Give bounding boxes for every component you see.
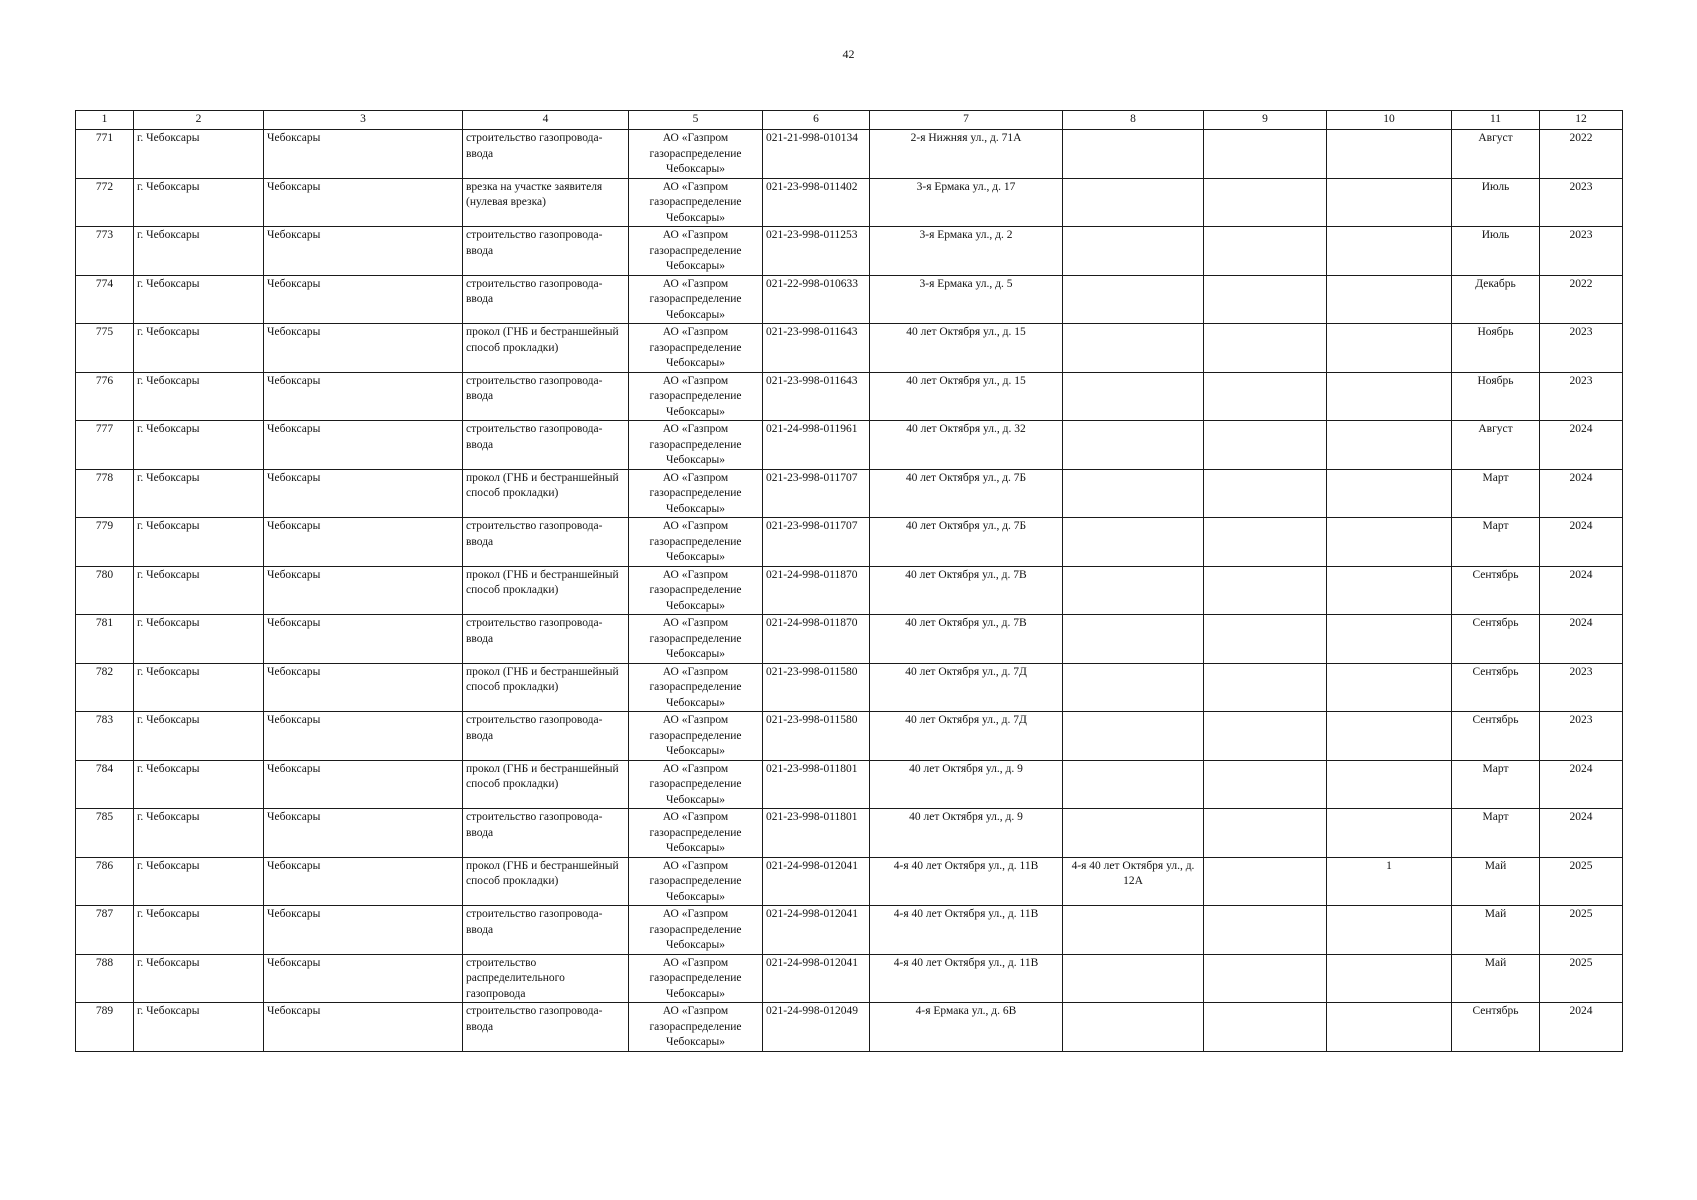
address-cell: 3-я Ермака ул., д. 17 [870, 178, 1063, 227]
settlement-cell: г. Чебоксары [134, 324, 264, 373]
column-8-cell [1063, 275, 1204, 324]
column-10-cell [1327, 1003, 1452, 1052]
object-code-cell: 021-23-998-011580 [763, 663, 870, 712]
organization-cell: АО «Газпром газораспределение Чебоксары» [629, 178, 763, 227]
month-cell: Сентябрь [1452, 712, 1540, 761]
year-cell: 2024 [1540, 809, 1623, 858]
locality-cell: Чебоксары [264, 906, 463, 955]
year-cell: 2022 [1540, 275, 1623, 324]
month-cell: Май [1452, 857, 1540, 906]
column-8-cell [1063, 760, 1204, 809]
locality-cell: Чебоксары [264, 130, 463, 179]
row-number: 781 [76, 615, 134, 664]
address-cell: 40 лет Октября ул., д. 7В [870, 566, 1063, 615]
settlement-cell: г. Чебоксары [134, 227, 264, 276]
locality-cell: Чебоксары [264, 663, 463, 712]
row-number: 773 [76, 227, 134, 276]
month-cell: Март [1452, 760, 1540, 809]
work-type-cell: строительство газопровода-ввода [463, 809, 629, 858]
organization-cell: АО «Газпром газораспределение Чебоксары» [629, 518, 763, 567]
column-header: 9 [1204, 111, 1327, 130]
column-8-cell [1063, 178, 1204, 227]
table-row [76, 663, 1623, 712]
column-8-cell [1063, 663, 1204, 712]
column-8-cell [1063, 809, 1204, 858]
work-type-cell: прокол (ГНБ и бестраншейный способ прокладки) [463, 469, 629, 518]
column-9-cell [1204, 954, 1327, 1003]
month-cell: Сентябрь [1452, 663, 1540, 712]
table-row [76, 275, 1623, 324]
column-8-cell [1063, 1003, 1204, 1052]
table-row [76, 712, 1623, 761]
column-10-cell [1327, 615, 1452, 664]
year-cell: 2023 [1540, 663, 1623, 712]
organization-cell: АО «Газпром газораспределение Чебоксары» [629, 760, 763, 809]
address-cell: 40 лет Октября ул., д. 9 [870, 760, 1063, 809]
organization-cell: АО «Газпром газораспределение Чебоксары» [629, 809, 763, 858]
locality-cell: Чебоксары [264, 518, 463, 567]
object-code-cell: 021-23-998-011643 [763, 372, 870, 421]
settlement-cell: г. Чебоксары [134, 469, 264, 518]
year-cell: 2025 [1540, 906, 1623, 955]
address-cell: 3-я Ермака ул., д. 2 [870, 227, 1063, 276]
settlement-cell: г. Чебоксары [134, 275, 264, 324]
column-8-cell [1063, 130, 1204, 179]
locality-cell: Чебоксары [264, 421, 463, 470]
settlement-cell: г. Чебоксары [134, 615, 264, 664]
work-type-cell: прокол (ГНБ и бестраншейный способ прокладки) [463, 663, 629, 712]
object-code-cell: 021-24-998-011870 [763, 566, 870, 615]
year-cell: 2024 [1540, 421, 1623, 470]
column-9-cell [1204, 372, 1327, 421]
work-type-cell: строительство газопровода-ввода [463, 130, 629, 179]
column-header: 10 [1327, 111, 1452, 130]
object-code-cell: 021-24-998-011961 [763, 421, 870, 470]
year-cell: 2025 [1540, 954, 1623, 1003]
year-cell: 2023 [1540, 324, 1623, 373]
column-9-cell [1204, 421, 1327, 470]
month-cell: Август [1452, 130, 1540, 179]
column-10-cell [1327, 275, 1452, 324]
row-number: 775 [76, 324, 134, 373]
column-8-cell [1063, 227, 1204, 276]
column-9-cell [1204, 178, 1327, 227]
address-cell: 40 лет Октября ул., д. 7Б [870, 518, 1063, 567]
address-cell: 3-я Ермака ул., д. 5 [870, 275, 1063, 324]
organization-cell: АО «Газпром газораспределение Чебоксары» [629, 954, 763, 1003]
row-number: 778 [76, 469, 134, 518]
table-row [76, 130, 1623, 179]
row-number: 787 [76, 906, 134, 955]
locality-cell: Чебоксары [264, 615, 463, 664]
column-8-cell [1063, 566, 1204, 615]
organization-cell: АО «Газпром газораспределение Чебоксары» [629, 275, 763, 324]
column-10-cell [1327, 712, 1452, 761]
object-code-cell: 021-24-998-012041 [763, 906, 870, 955]
table-row [76, 518, 1623, 567]
year-cell: 2023 [1540, 372, 1623, 421]
month-cell: Сентябрь [1452, 1003, 1540, 1052]
table-row [76, 760, 1623, 809]
work-type-cell: строительство газопровода-ввода [463, 372, 629, 421]
table-row [76, 469, 1623, 518]
settlement-cell: г. Чебоксары [134, 518, 264, 567]
month-cell: Июль [1452, 178, 1540, 227]
column-9-cell [1204, 130, 1327, 179]
table-row [76, 615, 1623, 664]
column-10-cell [1327, 906, 1452, 955]
work-type-cell: строительство газопровода-ввода [463, 421, 629, 470]
row-number: 786 [76, 857, 134, 906]
address-cell: 40 лет Октября ул., д. 7Д [870, 712, 1063, 761]
month-cell: Декабрь [1452, 275, 1540, 324]
row-number: 785 [76, 809, 134, 858]
column-9-cell [1204, 324, 1327, 373]
year-cell: 2024 [1540, 615, 1623, 664]
row-number: 784 [76, 760, 134, 809]
organization-cell: АО «Газпром газораспределение Чебоксары» [629, 372, 763, 421]
column-header: 12 [1540, 111, 1623, 130]
year-cell: 2024 [1540, 469, 1623, 518]
table-row [76, 178, 1623, 227]
address-cell: 4-я Ермака ул., д. 6В [870, 1003, 1063, 1052]
address-cell: 40 лет Октября ул., д. 32 [870, 421, 1063, 470]
column-9-cell [1204, 712, 1327, 761]
year-cell: 2023 [1540, 227, 1623, 276]
settlement-cell: г. Чебоксары [134, 663, 264, 712]
year-cell: 2024 [1540, 518, 1623, 567]
settlement-cell: г. Чебоксары [134, 906, 264, 955]
column-8-cell [1063, 469, 1204, 518]
column-header: 2 [134, 111, 264, 130]
settlement-cell: г. Чебоксары [134, 372, 264, 421]
settlement-cell: г. Чебоксары [134, 130, 264, 179]
organization-cell: АО «Газпром газораспределение Чебоксары» [629, 906, 763, 955]
work-type-cell: строительство газопровода-ввода [463, 1003, 629, 1052]
row-number: 774 [76, 275, 134, 324]
locality-cell: Чебоксары [264, 566, 463, 615]
settlement-cell: г. Чебоксары [134, 178, 264, 227]
address-cell: 40 лет Октября ул., д. 15 [870, 324, 1063, 373]
column-8-cell [1063, 906, 1204, 955]
month-cell: Ноябрь [1452, 372, 1540, 421]
column-header: 7 [870, 111, 1063, 130]
organization-cell: АО «Газпром газораспределение Чебоксары» [629, 615, 763, 664]
year-cell: 2022 [1540, 130, 1623, 179]
address-cell: 40 лет Октября ул., д. 15 [870, 372, 1063, 421]
column-10-cell [1327, 324, 1452, 373]
month-cell: Май [1452, 954, 1540, 1003]
table-row [76, 857, 1623, 906]
column-9-cell [1204, 615, 1327, 664]
address-cell: 40 лет Октября ул., д. 7Д [870, 663, 1063, 712]
month-cell: Сентябрь [1452, 566, 1540, 615]
organization-cell: АО «Газпром газораспределение Чебоксары» [629, 130, 763, 179]
column-8-cell [1063, 421, 1204, 470]
organization-cell: АО «Газпром газораспределение Чебоксары» [629, 566, 763, 615]
row-number: 783 [76, 712, 134, 761]
settlement-cell: г. Чебоксары [134, 712, 264, 761]
organization-cell: АО «Газпром газораспределение Чебоксары» [629, 712, 763, 761]
settlement-cell: г. Чебоксары [134, 1003, 264, 1052]
organization-cell: АО «Газпром газораспределение Чебоксары» [629, 1003, 763, 1052]
locality-cell: Чебоксары [264, 712, 463, 761]
work-type-cell: строительство газопровода-ввода [463, 227, 629, 276]
row-number: 772 [76, 178, 134, 227]
column-header: 11 [1452, 111, 1540, 130]
column-10-cell [1327, 227, 1452, 276]
organization-cell: АО «Газпром газораспределение Чебоксары» [629, 227, 763, 276]
object-code-cell: 021-24-998-012049 [763, 1003, 870, 1052]
column-9-cell [1204, 857, 1327, 906]
locality-cell: Чебоксары [264, 372, 463, 421]
column-header: 5 [629, 111, 763, 130]
column-10-cell [1327, 663, 1452, 712]
column-10-cell [1327, 954, 1452, 1003]
column-9-cell [1204, 227, 1327, 276]
work-type-cell: строительство распределительного газопровода [463, 954, 629, 1003]
locality-cell: Чебоксары [264, 809, 463, 858]
work-type-cell: прокол (ГНБ и бестраншейный способ прокладки) [463, 324, 629, 373]
page-number: 42 [842, 47, 855, 61]
column-number-header-row [76, 111, 1623, 130]
column-10-cell [1327, 469, 1452, 518]
column-10-cell [1327, 518, 1452, 567]
row-number: 780 [76, 566, 134, 615]
registry-body [76, 130, 1623, 1052]
year-cell: 2024 [1540, 1003, 1623, 1052]
locality-cell: Чебоксары [264, 469, 463, 518]
work-type-cell: прокол (ГНБ и бестраншейный способ прокладки) [463, 760, 629, 809]
address-cell: 40 лет Октября ул., д. 9 [870, 809, 1063, 858]
table-row [76, 954, 1623, 1003]
row-number: 789 [76, 1003, 134, 1052]
object-code-cell: 021-21-998-010134 [763, 130, 870, 179]
column-header: 3 [264, 111, 463, 130]
month-cell: Август [1452, 421, 1540, 470]
settlement-cell: г. Чебоксары [134, 809, 264, 858]
address-cell: 4-я 40 лет Октября ул., д. 11В [870, 954, 1063, 1003]
month-cell: Март [1452, 469, 1540, 518]
column-9-cell [1204, 760, 1327, 809]
object-code-cell: 021-22-998-010633 [763, 275, 870, 324]
work-type-cell: врезка на участке заявителя (нулевая врезка) [463, 178, 629, 227]
column-8-cell [1063, 954, 1204, 1003]
work-type-cell: строительство газопровода-ввода [463, 906, 629, 955]
column-9-cell [1204, 566, 1327, 615]
object-code-cell: 021-24-998-012041 [763, 954, 870, 1003]
address-cell: 2-я Нижняя ул., д. 71А [870, 130, 1063, 179]
object-code-cell: 021-23-998-011801 [763, 760, 870, 809]
object-code-cell: 021-23-998-011643 [763, 324, 870, 373]
work-type-cell: прокол (ГНБ и бестраншейный способ прокладки) [463, 566, 629, 615]
row-number: 776 [76, 372, 134, 421]
locality-cell: Чебоксары [264, 227, 463, 276]
month-cell: Сентябрь [1452, 615, 1540, 664]
settlement-cell: г. Чебоксары [134, 566, 264, 615]
locality-cell: Чебоксары [264, 760, 463, 809]
table-row [76, 372, 1623, 421]
address-cell: 40 лет Октября ул., д. 7В [870, 615, 1063, 664]
object-code-cell: 021-23-998-011253 [763, 227, 870, 276]
column-header: 4 [463, 111, 629, 130]
year-cell: 2023 [1540, 178, 1623, 227]
row-number: 779 [76, 518, 134, 567]
column-8-cell [1063, 518, 1204, 567]
column-8-cell [1063, 712, 1204, 761]
object-code-cell: 021-23-998-011707 [763, 469, 870, 518]
locality-cell: Чебоксары [264, 275, 463, 324]
column-9-cell [1204, 809, 1327, 858]
work-type-cell: строительство газопровода-ввода [463, 518, 629, 567]
row-number: 771 [76, 130, 134, 179]
column-8-cell: 4-я 40 лет Октября ул., д. 12А [1063, 857, 1204, 906]
column-9-cell [1204, 1003, 1327, 1052]
address-cell: 40 лет Октября ул., д. 7Б [870, 469, 1063, 518]
work-type-cell: строительство газопровода-ввода [463, 275, 629, 324]
organization-cell: АО «Газпром газораспределение Чебоксары» [629, 663, 763, 712]
organization-cell: АО «Газпром газораспределение Чебоксары» [629, 421, 763, 470]
organization-cell: АО «Газпром газораспределение Чебоксары» [629, 857, 763, 906]
work-type-cell: строительство газопровода-ввода [463, 712, 629, 761]
row-number: 788 [76, 954, 134, 1003]
object-code-cell: 021-23-998-011801 [763, 809, 870, 858]
year-cell: 2025 [1540, 857, 1623, 906]
column-8-cell [1063, 615, 1204, 664]
column-8-cell [1063, 372, 1204, 421]
object-code-cell: 021-24-998-011870 [763, 615, 870, 664]
table-row [76, 227, 1623, 276]
object-code-cell: 021-23-998-011707 [763, 518, 870, 567]
address-cell: 4-я 40 лет Октября ул., д. 11В [870, 906, 1063, 955]
month-cell: Май [1452, 906, 1540, 955]
row-number: 777 [76, 421, 134, 470]
column-10-cell [1327, 760, 1452, 809]
column-10-cell [1327, 809, 1452, 858]
column-10-cell [1327, 130, 1452, 179]
month-cell: Март [1452, 809, 1540, 858]
locality-cell: Чебоксары [264, 857, 463, 906]
work-type-cell: прокол (ГНБ и бестраншейный способ прокладки) [463, 857, 629, 906]
table-row [76, 809, 1623, 858]
settlement-cell: г. Чебоксары [134, 954, 264, 1003]
month-cell: Ноябрь [1452, 324, 1540, 373]
year-cell: 2024 [1540, 760, 1623, 809]
locality-cell: Чебоксары [264, 954, 463, 1003]
column-9-cell [1204, 469, 1327, 518]
column-8-cell [1063, 324, 1204, 373]
table-row [76, 906, 1623, 955]
year-cell: 2023 [1540, 712, 1623, 761]
locality-cell: Чебоксары [264, 178, 463, 227]
locality-cell: Чебоксары [264, 1003, 463, 1052]
column-10-cell: 1 [1327, 857, 1452, 906]
settlement-cell: г. Чебоксары [134, 760, 264, 809]
organization-cell: АО «Газпром газораспределение Чебоксары» [629, 469, 763, 518]
settlement-cell: г. Чебоксары [134, 421, 264, 470]
column-header: 8 [1063, 111, 1204, 130]
row-number: 782 [76, 663, 134, 712]
object-code-cell: 021-23-998-011580 [763, 712, 870, 761]
table-row [76, 566, 1623, 615]
column-9-cell [1204, 275, 1327, 324]
column-9-cell [1204, 663, 1327, 712]
year-cell: 2024 [1540, 566, 1623, 615]
column-10-cell [1327, 421, 1452, 470]
registry-table [75, 110, 1623, 1052]
table-row [76, 421, 1623, 470]
settlement-cell: г. Чебоксары [134, 857, 264, 906]
object-code-cell: 021-23-998-011402 [763, 178, 870, 227]
table-row [76, 1003, 1623, 1052]
column-header: 1 [76, 111, 134, 130]
column-10-cell [1327, 372, 1452, 421]
column-9-cell [1204, 906, 1327, 955]
column-10-cell [1327, 178, 1452, 227]
month-cell: Июль [1452, 227, 1540, 276]
organization-cell: АО «Газпром газораспределение Чебоксары» [629, 324, 763, 373]
address-cell: 4-я 40 лет Октября ул., д. 11В [870, 857, 1063, 906]
column-9-cell [1204, 518, 1327, 567]
locality-cell: Чебоксары [264, 324, 463, 373]
work-type-cell: строительство газопровода-ввода [463, 615, 629, 664]
column-10-cell [1327, 566, 1452, 615]
object-code-cell: 021-24-998-012041 [763, 857, 870, 906]
month-cell: Март [1452, 518, 1540, 567]
column-header: 6 [763, 111, 870, 130]
table-row [76, 324, 1623, 373]
